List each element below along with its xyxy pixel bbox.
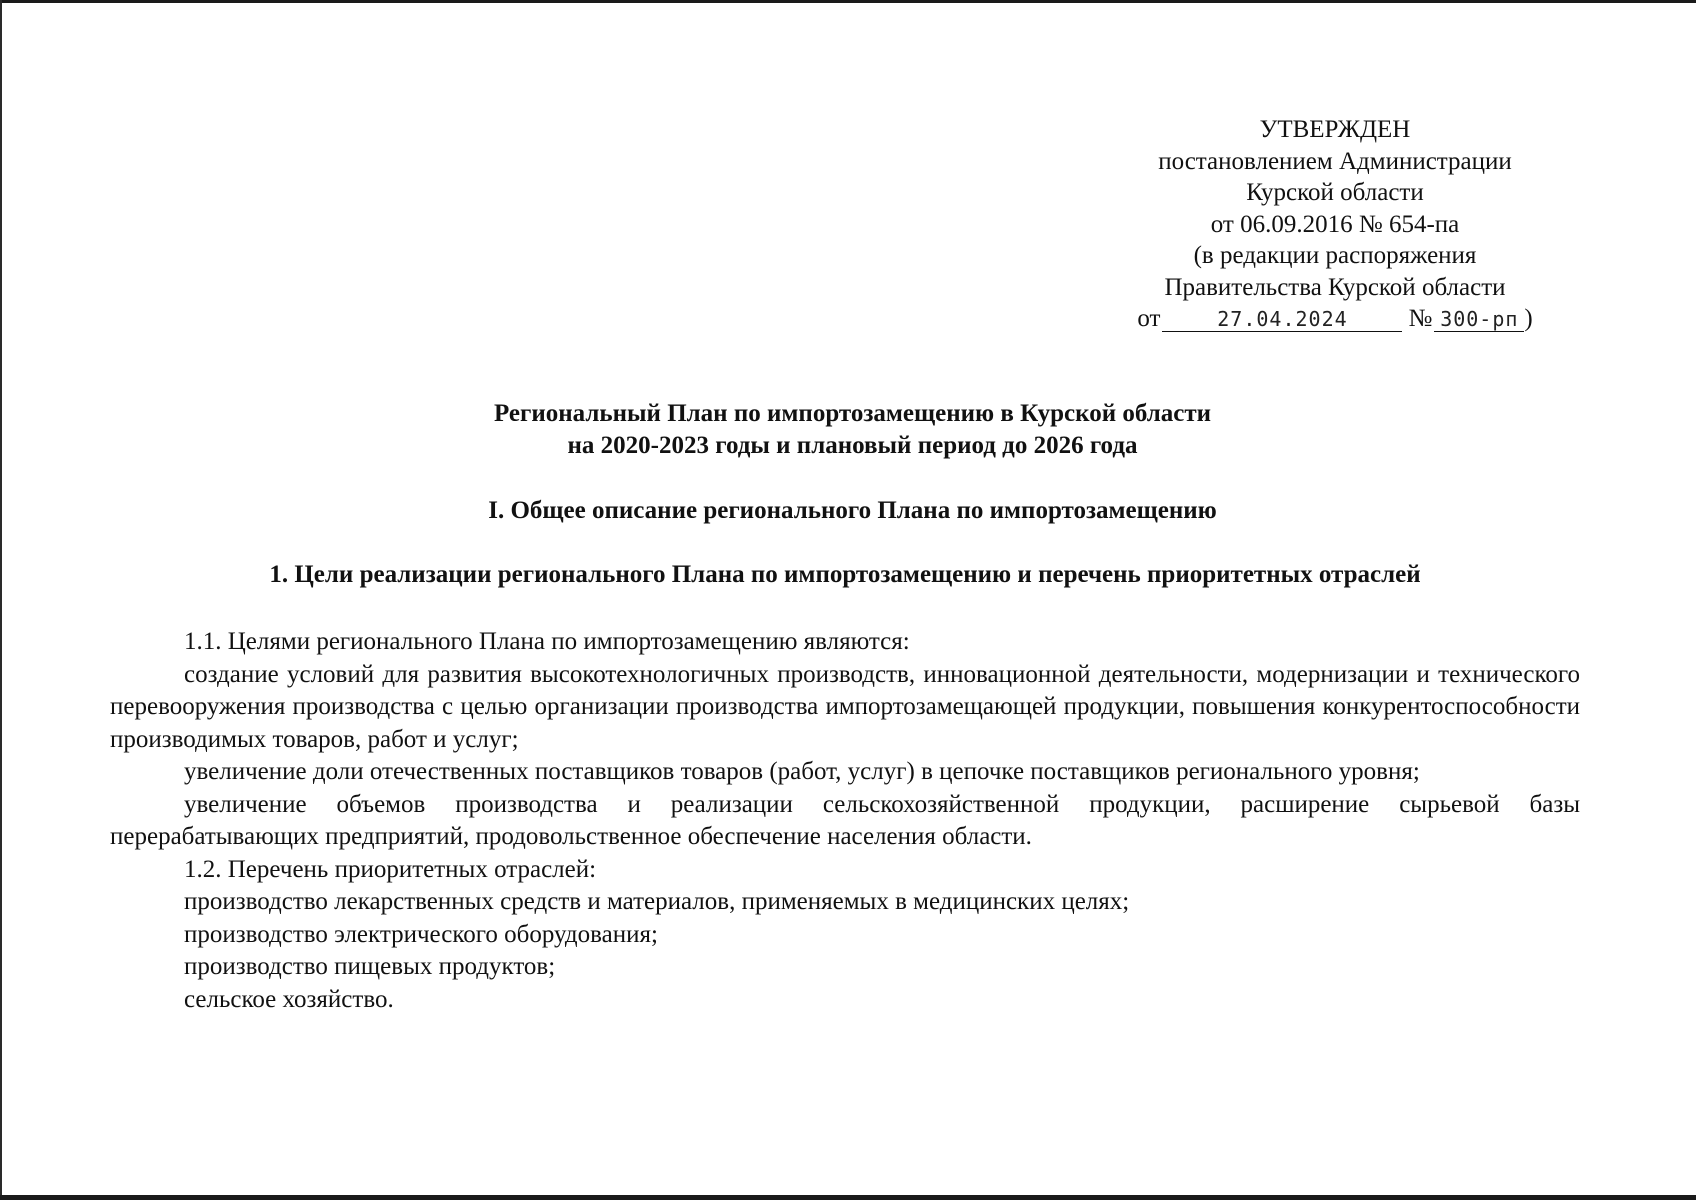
paragraph-goal-2: увеличение доли отечественных поставщиков товаров (работ, услуг) в цепочке поставщиков регионального уровня; (184, 758, 1420, 785)
approval-line-4: (в редакции распоряжения (1193, 242, 1477, 269)
paragraph-industries-intro: 1.2. Перечень приоритетных отраслей: (184, 855, 597, 883)
body-text (110, 626, 1580, 1016)
approval-number-value: 300-рп (1440, 307, 1519, 331)
paragraph-industry-3: производство пищевых продуктов; (184, 953, 556, 980)
approval-number-field (1434, 307, 1524, 332)
document-title-line-1: Региональный План по импортозамещению в Курской области (493, 400, 1212, 427)
paragraph-goal-3: увеличение объемов производства и реализации сельскохозяйственной продукции, расширение сырьевой базы перерабатывающих предприятий, продовольственное обеспечение населения области. (110, 790, 1580, 850)
scan-border-top (0, 0, 1696, 3)
approval-number-sign: № (1408, 305, 1433, 332)
approval-line-3: от 06.09.2016 № 654-па (1210, 210, 1460, 238)
approval-approved: УТВЕРЖДЕН (1259, 116, 1411, 143)
paragraph-goals-intro: 1.1. Целями регионального Плана по импортозамещению являются: (184, 628, 910, 655)
paragraph-goal-1: создание условий для развития высокотехнологичных производств, инновационной деятельности, модернизации и технического перевооружения производства с целью организации производства импортозамещающей продукции, повышения конкурентоспособности производимых товаров, работ и услуг; (110, 660, 1580, 753)
paragraph-industry-4: сельское хозяйство. (184, 985, 394, 1013)
paragraph-industry-2: производство электрического оборудования; (184, 920, 658, 948)
approval-line-2: Курской области (1246, 179, 1424, 206)
document-title (200, 398, 1505, 462)
document-title-line-2: на 2020-2023 годы и плановый период до 2026 года (567, 432, 1138, 459)
approval-date-field (1162, 307, 1402, 332)
paragraph-industry-1: производство лекарственных средств и материалов, применяемых в медицинских целях; (184, 888, 1130, 915)
approval-line-1: постановлением Администрации (1158, 147, 1512, 175)
approval-line-5: Правительства Курской области (1164, 273, 1506, 301)
approval-date-line (1110, 303, 1560, 335)
approval-date-prefix: от (1137, 305, 1161, 332)
scan-border-left (0, 0, 2, 1200)
approval-date-value: 27.04.2024 (1217, 307, 1348, 331)
section-heading: I. Общее описание регионального Плана по импортозамещению (488, 497, 1217, 524)
scan-border-bottom (0, 1195, 1696, 1200)
approval-closing-paren: ) (1524, 305, 1533, 332)
approval-stamp (1110, 114, 1560, 335)
subsection-heading: 1. Цели реализации регионального Плана по импортозамещению и перечень приоритетных отраслей (269, 561, 1421, 588)
